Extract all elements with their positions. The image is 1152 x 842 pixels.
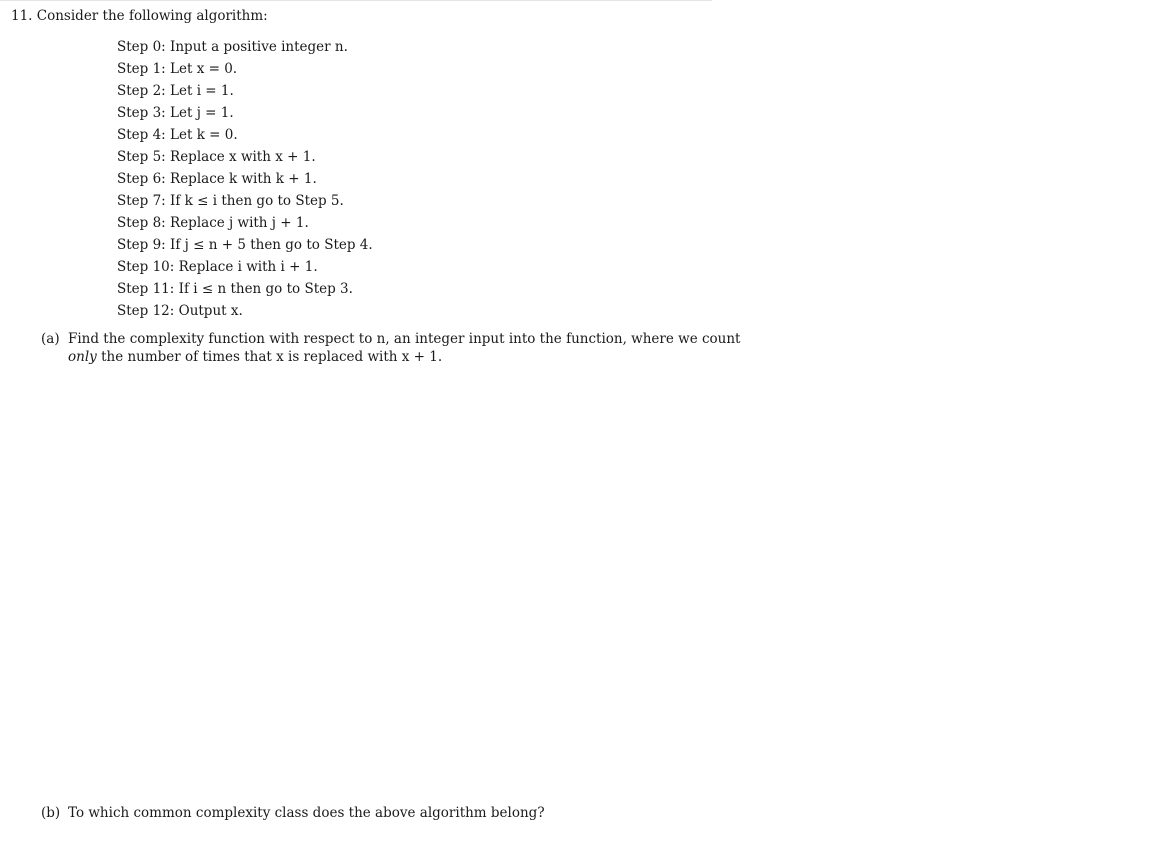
part-a-label: (a) <box>41 331 60 347</box>
step-2 <box>117 82 373 104</box>
step-text: If k ≤ i then go to Step 5. <box>170 193 344 209</box>
step-3 <box>117 104 373 126</box>
step-text: Output x. <box>178 303 243 319</box>
step-label: Step 1: <box>117 61 166 77</box>
step-9 <box>117 236 373 258</box>
step-text: Replace k with k + 1. <box>170 171 317 187</box>
part-b-text: To which common complexity class does the above algorithm belong? <box>68 805 545 821</box>
step-10 <box>117 258 373 280</box>
step-label: Step 10: <box>117 259 175 275</box>
step-label: Step 9: <box>117 237 166 253</box>
algorithm-steps <box>117 38 373 324</box>
part-b-label: (b) <box>41 805 61 821</box>
step-text: Replace x with x + 1. <box>170 149 316 165</box>
step-label: Step 4: <box>117 127 166 143</box>
part-a-line-2 <box>41 348 740 366</box>
step-label: Step 8: <box>117 215 166 231</box>
step-label: Step 11: <box>117 281 175 297</box>
step-text: Let k = 0. <box>170 127 238 143</box>
problem-number: 11. <box>11 8 33 24</box>
step-7 <box>117 192 373 214</box>
step-text: Let j = 1. <box>170 105 234 121</box>
step-label: Step 2: <box>117 83 166 99</box>
part-a-text-line-2: the number of times that x is replaced with x + 1. <box>101 349 443 365</box>
page-top-rule <box>0 0 712 1</box>
part-a-emphasis: only <box>68 349 97 365</box>
step-0 <box>117 38 373 60</box>
question-part-b <box>41 804 545 822</box>
question-part-a <box>41 330 740 366</box>
step-1 <box>117 60 373 82</box>
step-label: Step 5: <box>117 149 166 165</box>
step-8 <box>117 214 373 236</box>
step-6 <box>117 170 373 192</box>
step-12 <box>117 302 373 324</box>
problem-prompt: Consider the following algorithm: <box>36 8 268 24</box>
step-text: Let i = 1. <box>170 83 234 99</box>
step-11 <box>117 280 373 302</box>
problem-header <box>11 8 268 24</box>
step-text: Replace j with j + 1. <box>170 215 309 231</box>
step-label: Step 3: <box>117 105 166 121</box>
step-label: Step 6: <box>117 171 166 187</box>
step-label: Step 7: <box>117 193 166 209</box>
step-text: Replace i with i + 1. <box>178 259 318 275</box>
step-text: If i ≤ n then go to Step 3. <box>178 281 353 297</box>
part-a-text-line-1: Find the complexity function with respect to n, an integer input into the function, where we count <box>68 331 741 347</box>
part-a-line-1 <box>41 330 740 348</box>
step-text: Let x = 0. <box>170 61 238 77</box>
step-5 <box>117 148 373 170</box>
step-text: If j ≤ n + 5 then go to Step 4. <box>170 237 373 253</box>
step-text: Input a positive integer n. <box>170 39 348 55</box>
step-4 <box>117 126 373 148</box>
step-label: Step 0: <box>117 39 166 55</box>
step-label: Step 12: <box>117 303 175 319</box>
